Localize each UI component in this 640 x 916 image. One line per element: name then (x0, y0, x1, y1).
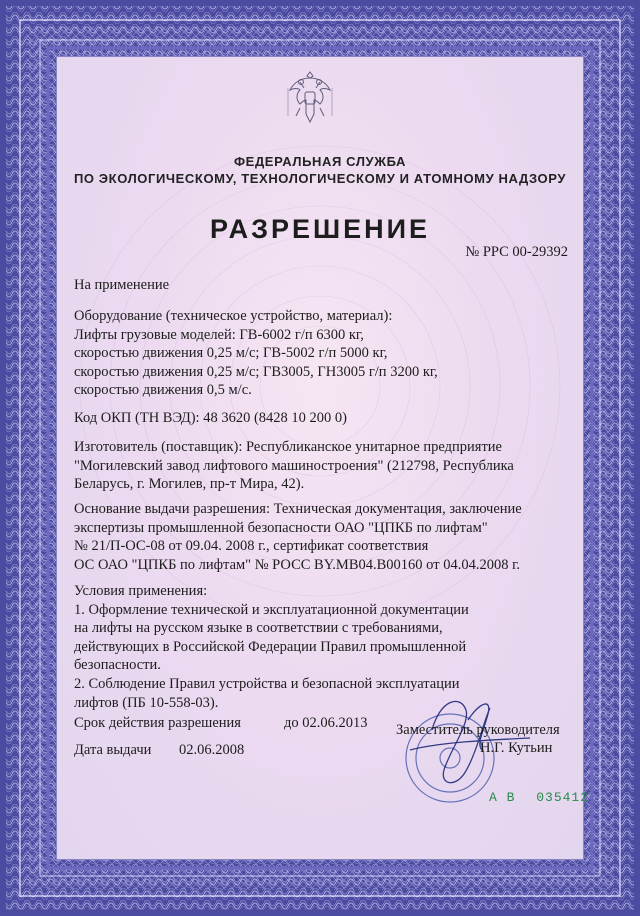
signatory-title: Заместитель руководителя (396, 722, 560, 738)
basis-line: Основание выдачи разрешения: Техническая документация, заключение (74, 501, 522, 517)
serial-number (489, 790, 589, 805)
agency-name-line2: ПО ЭКОЛОГИЧЕСКОМУ, ТЕХНОЛОГИЧЕСКОМУ И АТОМНОМУ НАДЗОРУ (73, 171, 567, 186)
basis-line: № 21/П-ОС-08 от 09.04. 2008 г., сертификат соответствия (74, 538, 429, 555)
russian-coat-of-arms-icon (286, 68, 334, 126)
basis-line: экспертизы промышленной безопасности ОАО "ЦПКБ по лифтам" (74, 519, 488, 536)
agency-name-line1: ФЕДЕРАЛЬНАЯ СЛУЖБА (233, 154, 407, 169)
serial-digits: 035412 (536, 790, 590, 805)
equipment-line: Лифты грузовые моделей: ГВ-6002 г/п 6300 кг, (74, 326, 364, 343)
permit-number: № РРС 00-29392 (465, 244, 568, 260)
validity-label: Срок действия разрешения (74, 715, 241, 731)
issue-date-label: Дата выдачи (74, 742, 152, 758)
manufacturer-line: Изготовитель (поставщик): Республиканское унитарное предприятие (74, 439, 502, 455)
conditions-line: действующих в Российской Федерации Правил промышленной (74, 638, 467, 655)
basis-line: ОС ОАО "ЦПКБ по лифтам" № РОСС BY.МВ04.В00160 от 04.04.2008 г. (74, 556, 521, 573)
conditions-line: лифтов (ПБ 10-558-03). (74, 694, 219, 711)
equipment-line: скоростью движения 0,25 м/с; ГВ-5002 г/п 5000 кг, (74, 345, 388, 362)
manufacturer-section (74, 438, 514, 494)
validity-value: до 02.06.2013 (284, 715, 368, 731)
issue-date-value: 02.06.2008 (179, 742, 245, 758)
equipment-line: скоростью движения 0,5 м/с. (74, 382, 252, 399)
signatory-name: Н.Г. Кутьин (480, 740, 553, 756)
manufacturer-line: Беларусь, г. Могилев, пр-т Мира, 42). (74, 476, 305, 493)
manufacturer-line: "Могилевский завод лифтового машиностроения" (212798, Республика (74, 457, 514, 474)
conditions-line: 2. Соблюдение Правил устройства и безопасной эксплуатации (74, 675, 460, 692)
conditions-line: 1. Оформление технической и эксплуатационной документации (74, 601, 469, 618)
conditions-line: безопасности. (74, 657, 161, 674)
conditions-line: Условия применения: (74, 583, 208, 599)
equipment-line: Оборудование (техническое устройство, материал): (74, 308, 393, 324)
equipment-section (74, 307, 438, 400)
okp-code: Код ОКП (ТН ВЭД): 48 3620 (8428 10 200 0) (74, 410, 347, 426)
equipment-line: скоростью движения 0,25 м/с; ГВ3005, ГН3005 г/п 3200 кг, (74, 363, 438, 380)
application-label: На применение (74, 277, 170, 293)
document-title: РАЗРЕШЕНИЕ (209, 214, 431, 244)
conditions-line: на лифты на русском языке в соответствии с требованиями, (74, 620, 443, 637)
serial-series: А В (489, 790, 516, 805)
basis-section (74, 500, 522, 574)
